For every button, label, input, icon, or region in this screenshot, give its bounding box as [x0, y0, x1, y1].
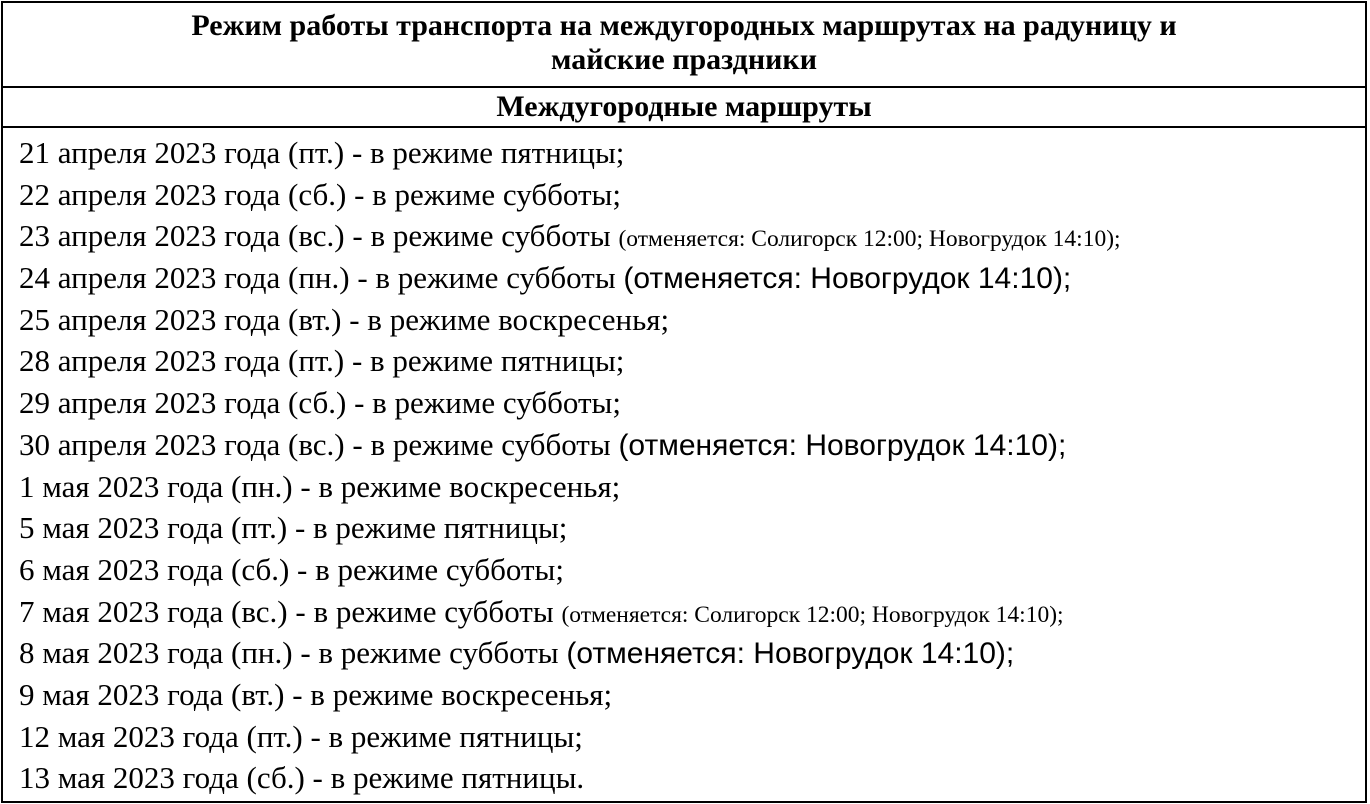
row-text: 5 мая 2023 года (пт.) - в режиме пятницы;	[19, 510, 568, 546]
schedule-row	[19, 591, 1365, 633]
schedule-row	[19, 299, 1365, 341]
schedule-row	[19, 340, 1365, 382]
row-note: (отменяется: Солигорск 12:00; Новогрудок 14:10);	[561, 601, 1064, 628]
row-text: 22 апреля 2023 года (сб.) - в режиме субботы;	[19, 176, 621, 212]
schedule-row	[19, 507, 1365, 549]
schedule-list	[3, 128, 1365, 799]
schedule-row	[19, 716, 1365, 758]
schedule-row	[19, 132, 1365, 174]
schedule-row	[19, 674, 1365, 716]
schedule-row	[19, 466, 1365, 508]
row-text: 13 мая 2023 года (сб.) - в режиме пятницы.	[19, 760, 585, 796]
schedule-row	[19, 757, 1365, 799]
row-note: (отменяется: Новогрудок 14:10);	[618, 428, 1067, 462]
row-text: 29 апреля 2023 года (сб.) - в режиме субботы;	[19, 385, 621, 421]
schedule-row	[19, 257, 1365, 299]
row-text: 28 апреля 2023 года (пт.) - в режиме пятницы;	[19, 343, 625, 379]
row-text: 8 мая 2023 года (пн.) - в режиме субботы	[19, 635, 567, 671]
row-text: 30 апреля 2023 года (вс.) - в режиме субботы	[19, 426, 619, 462]
schedule-row	[19, 632, 1365, 674]
row-text: 23 апреля 2023 года (вс.) - в режиме субботы	[19, 218, 619, 254]
schedule-row	[19, 424, 1365, 466]
row-text: 24 апреля 2023 года (пн.) - в режиме субботы	[19, 260, 624, 296]
section-title: Междугородные маршруты	[3, 88, 1365, 128]
row-text: 21 апреля 2023 года (пт.) - в режиме пятницы;	[19, 135, 625, 170]
row-note: (отменяется: Солигорск 12:00; Новогрудок 14:10);	[618, 226, 1121, 253]
row-text: 6 мая 2023 года (сб.) - в режиме субботы;	[19, 551, 564, 587]
row-text: 9 мая 2023 года (вт.) - в режиме воскресенья;	[19, 676, 613, 712]
row-note: (отменяется: Новогрудок 14:10);	[566, 637, 1015, 671]
schedule-row	[19, 215, 1365, 257]
row-text: 25 апреля 2023 года (вт.) - в режиме воскресенья;	[19, 301, 670, 337]
schedule-row	[19, 382, 1365, 424]
row-text: 7 мая 2023 года (вс.) - в режиме субботы	[19, 593, 562, 629]
row-text: 1 мая 2023 года (пн.) - в режиме воскресенья;	[19, 468, 621, 504]
table-title	[3, 3, 1365, 88]
schedule-row	[19, 174, 1365, 216]
row-text: 12 мая 2023 года (пт.) - в режиме пятницы;	[19, 718, 583, 754]
title-line-1: Режим работы транспорта на междугородных маршрутах на радуницу и	[191, 9, 1177, 42]
title-line-2: майские праздники	[550, 43, 817, 76]
schedule-row	[19, 549, 1365, 591]
schedule-table	[1, 1, 1367, 803]
row-note: (отменяется: Новогрудок 14:10);	[623, 262, 1072, 296]
